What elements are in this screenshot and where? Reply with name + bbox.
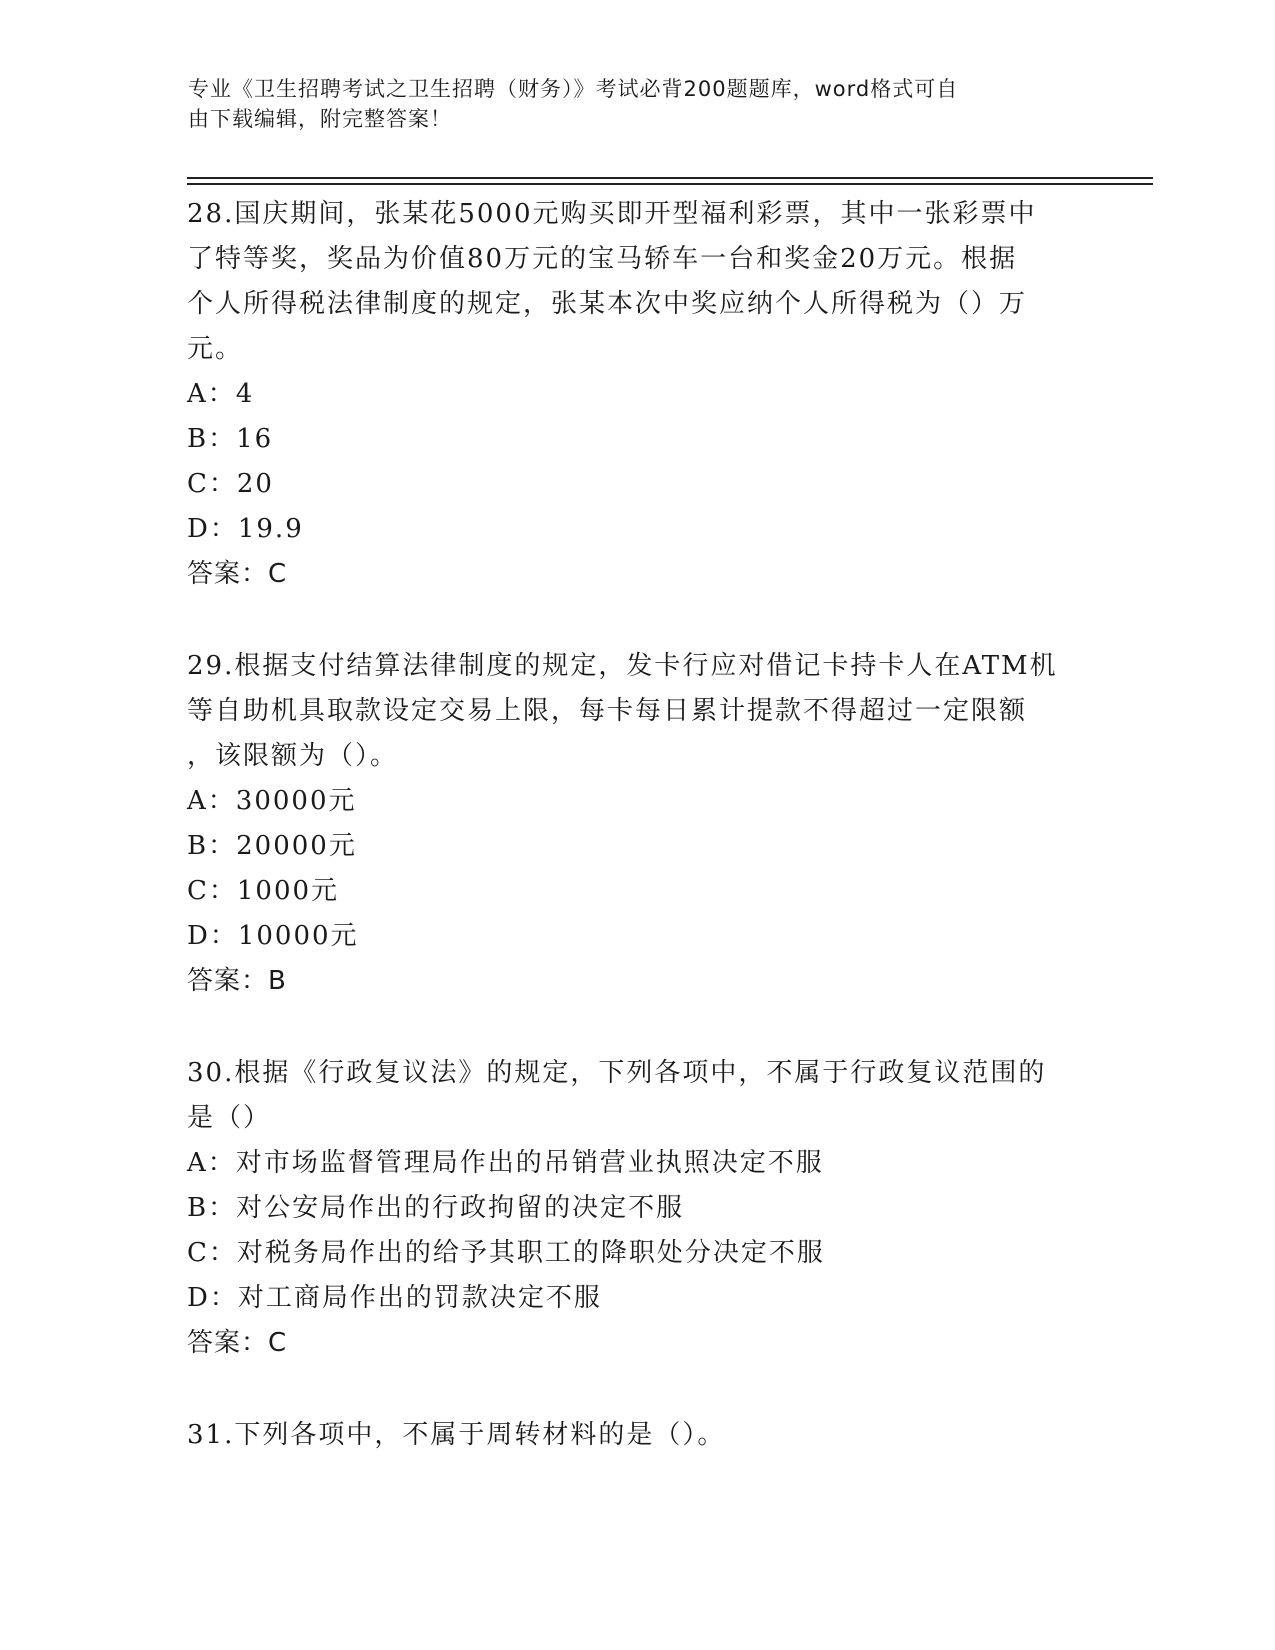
option-c: C：1000元 bbox=[187, 876, 340, 906]
question-text-line: 元。 bbox=[187, 334, 244, 364]
header-line-2: 由下载编辑，附完整答案！ bbox=[188, 107, 452, 131]
answer-label: 答案：C bbox=[187, 1328, 288, 1358]
option-b: B：16 bbox=[187, 424, 274, 454]
question-30-text bbox=[187, 1049, 1077, 1141]
header-divider-top bbox=[187, 177, 1153, 179]
question-text-line: ，该限额为（）。 bbox=[187, 741, 399, 771]
answer-label: 答案：C bbox=[187, 559, 288, 589]
spacer bbox=[187, 597, 1077, 642]
question-text-line: 30.根据《行政复议法》的规定，下列各项中，不属于行政复议范围的 bbox=[187, 1058, 1047, 1088]
option-c: C：20 bbox=[187, 469, 274, 499]
question-text-line: 等自助机具取款设定交易上限，每卡每日累计提款不得超过一定限额 bbox=[187, 696, 1028, 726]
question-text-line: 个人所得税法律制度的规定，张某本次中奖应纳个人所得税为（）万 bbox=[187, 289, 1028, 319]
option-d: D：19.9 bbox=[187, 514, 304, 544]
question-text-line: 31.下列各项中，不属于周转材料的是（）。 bbox=[187, 1420, 726, 1450]
question-text-line: 了特等奖，奖品为价值80万元的宝马轿车一台和奖金20万元。根据 bbox=[187, 244, 1018, 274]
question-30 bbox=[187, 1049, 1077, 1366]
question-31 bbox=[187, 1411, 1077, 1458]
question-list bbox=[187, 190, 1077, 1458]
header-divider-bottom bbox=[187, 183, 1153, 185]
question-text-line: 28.国庆期间，张某花5000元购买即开型福利彩票，其中一张彩票中 bbox=[187, 199, 1037, 229]
question-text-line: 29.根据支付结算法律制度的规定，发卡行应对借记卡持卡人在ATM机 bbox=[187, 651, 1058, 681]
option-a: A：4 bbox=[187, 379, 255, 409]
option-c: C：对税务局作出的给予其职工的降职处分决定不服 bbox=[187, 1238, 825, 1268]
answer-label: 答案：B bbox=[187, 966, 287, 996]
option-d: D：对工商局作出的罚款决定不服 bbox=[187, 1283, 602, 1313]
option-d: D：10000元 bbox=[187, 921, 359, 951]
option-a: A：对市场监督管理局作出的吊销营业执照决定不服 bbox=[187, 1148, 824, 1178]
question-31-text bbox=[187, 1411, 1077, 1458]
question-29-text bbox=[187, 642, 1077, 779]
question-28-text bbox=[187, 190, 1077, 372]
option-b: B：20000元 bbox=[187, 831, 357, 861]
spacer bbox=[187, 1004, 1077, 1049]
option-a: A：30000元 bbox=[187, 786, 357, 816]
question-29 bbox=[187, 642, 1077, 1004]
question-28 bbox=[187, 190, 1077, 597]
header-line-1: 专业《卫生招聘考试之卫生招聘（财务）》考试必背200题题库，word格式可自 bbox=[188, 77, 959, 101]
spacer bbox=[187, 1366, 1077, 1411]
document-header bbox=[188, 74, 1078, 134]
option-b: B：对公安局作出的行政拘留的决定不服 bbox=[187, 1193, 685, 1223]
question-text-line: 是（） bbox=[187, 1103, 272, 1133]
